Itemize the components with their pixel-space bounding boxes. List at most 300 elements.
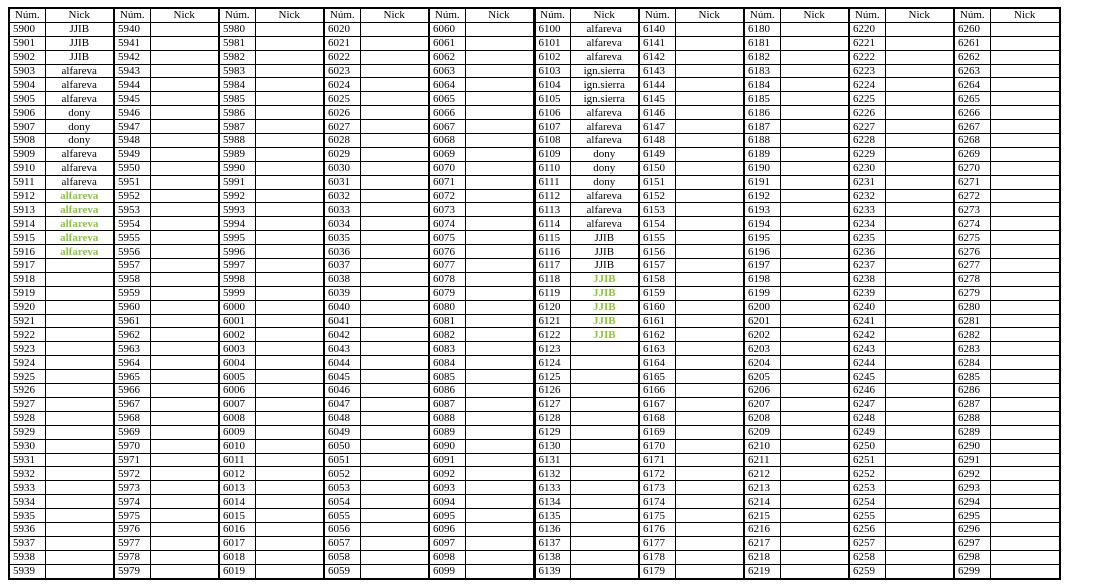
number-cell: 6055 [324, 509, 360, 523]
header-nick: Nick [255, 8, 324, 22]
nick-cell [45, 453, 114, 467]
number-cell: 6168 [639, 411, 675, 425]
number-cell: 5952 [114, 189, 150, 203]
number-cell: 6255 [849, 509, 885, 523]
nick-cell [255, 342, 324, 356]
header-nick: Nick [780, 8, 849, 22]
number-cell: 6139 [534, 564, 570, 578]
number-cell: 5979 [114, 564, 150, 578]
table-row [9, 300, 1060, 314]
table-row [9, 203, 1060, 217]
nick-cell [780, 425, 849, 439]
number-cell: 5921 [9, 314, 45, 328]
nick-cell [885, 106, 954, 120]
nick-cell [885, 259, 954, 273]
nick-cell [465, 300, 534, 314]
nick-cell [360, 453, 429, 467]
number-cell: 6030 [324, 161, 360, 175]
nick-cell [675, 564, 744, 578]
nick-cell [255, 425, 324, 439]
number-cell: 5929 [9, 425, 45, 439]
number-cell: 5912 [9, 189, 45, 203]
number-cell: 5946 [114, 106, 150, 120]
nick-cell [465, 64, 534, 78]
number-cell: 6121 [534, 314, 570, 328]
number-cell: 6020 [324, 22, 360, 36]
number-cell: 6247 [849, 397, 885, 411]
nick-cell [675, 189, 744, 203]
nick-cell [780, 314, 849, 328]
number-cell: 5996 [219, 245, 255, 259]
nick-cell [990, 384, 1060, 398]
header-nick: Nick [465, 8, 534, 22]
number-cell: 5955 [114, 231, 150, 245]
nick-cell [885, 509, 954, 523]
nick-cell [360, 120, 429, 134]
nick-cell [675, 175, 744, 189]
number-cell: 6235 [849, 231, 885, 245]
nick-cell: JJIB [45, 50, 114, 64]
header-nick: Nick [360, 8, 429, 22]
number-cell: 6043 [324, 342, 360, 356]
nick-cell [885, 64, 954, 78]
number-cell: 6217 [744, 536, 780, 550]
number-cell: 6004 [219, 356, 255, 370]
nick-cell: JJIB [570, 272, 639, 286]
nick-cell [360, 314, 429, 328]
nick-cell [45, 467, 114, 481]
nick-cell [360, 286, 429, 300]
nick-cell: alfareva [45, 78, 114, 92]
nick-cell [990, 342, 1060, 356]
nick-cell [885, 300, 954, 314]
nick-cell [885, 231, 954, 245]
nick-cell: alfareva [570, 203, 639, 217]
header-num: Núm. [9, 8, 45, 22]
number-cell: 6059 [324, 564, 360, 578]
nick-cell [255, 536, 324, 550]
number-nick-table [8, 7, 1061, 580]
number-cell: 5950 [114, 161, 150, 175]
number-cell: 5953 [114, 203, 150, 217]
nick-cell [150, 50, 219, 64]
nick-cell [360, 175, 429, 189]
nick-cell [360, 106, 429, 120]
number-cell: 6196 [744, 245, 780, 259]
nick-cell [150, 64, 219, 78]
nick-cell [675, 203, 744, 217]
nick-cell [990, 439, 1060, 453]
number-cell: 6260 [954, 22, 990, 36]
number-cell: 6287 [954, 397, 990, 411]
header-num: Núm. [849, 8, 885, 22]
number-cell: 6211 [744, 453, 780, 467]
nick-cell [255, 147, 324, 161]
number-cell: 6073 [429, 203, 465, 217]
number-cell: 6127 [534, 397, 570, 411]
number-cell: 6163 [639, 342, 675, 356]
number-cell: 5902 [9, 50, 45, 64]
nick-cell [675, 495, 744, 509]
nick-cell [780, 161, 849, 175]
nick-cell [885, 481, 954, 495]
nick-cell [570, 411, 639, 425]
number-cell: 5922 [9, 328, 45, 342]
nick-cell [45, 272, 114, 286]
number-cell: 6254 [849, 495, 885, 509]
nick-cell [45, 300, 114, 314]
nick-cell [255, 120, 324, 134]
number-cell: 6298 [954, 550, 990, 564]
nick-cell [990, 370, 1060, 384]
number-cell: 5914 [9, 217, 45, 231]
nick-cell [570, 356, 639, 370]
number-cell: 6187 [744, 120, 780, 134]
nick-cell [885, 134, 954, 148]
number-cell: 6256 [849, 522, 885, 536]
nick-cell [780, 78, 849, 92]
header-num: Núm. [114, 8, 150, 22]
nick-cell: alfareva [570, 36, 639, 50]
number-cell: 6034 [324, 217, 360, 231]
nick-cell [675, 120, 744, 134]
number-cell: 6107 [534, 120, 570, 134]
table-row [9, 411, 1060, 425]
number-cell: 5920 [9, 300, 45, 314]
nick-cell [885, 522, 954, 536]
number-cell: 6237 [849, 259, 885, 273]
number-cell: 6067 [429, 120, 465, 134]
nick-cell [465, 272, 534, 286]
number-cell: 6019 [219, 564, 255, 578]
number-cell: 6118 [534, 272, 570, 286]
number-cell: 5932 [9, 467, 45, 481]
number-cell: 6272 [954, 189, 990, 203]
nick-cell: JJIB [570, 314, 639, 328]
nick-cell [360, 397, 429, 411]
number-cell: 6244 [849, 356, 885, 370]
nick-cell [780, 509, 849, 523]
number-cell: 6032 [324, 189, 360, 203]
number-cell: 6099 [429, 564, 465, 578]
number-cell: 6111 [534, 175, 570, 189]
nick-cell [675, 453, 744, 467]
nick-cell [990, 481, 1060, 495]
number-cell: 6226 [849, 106, 885, 120]
nick-cell [570, 370, 639, 384]
number-cell: 6263 [954, 64, 990, 78]
nick-cell [360, 467, 429, 481]
number-cell: 6140 [639, 22, 675, 36]
nick-cell [780, 286, 849, 300]
nick-cell [150, 356, 219, 370]
nick-cell [990, 203, 1060, 217]
number-cell: 6219 [744, 564, 780, 578]
nick-cell [885, 50, 954, 64]
number-cell: 6130 [534, 439, 570, 453]
nick-cell [45, 259, 114, 273]
number-cell: 5975 [114, 509, 150, 523]
number-cell: 6042 [324, 328, 360, 342]
number-cell: 6227 [849, 120, 885, 134]
nick-cell [360, 161, 429, 175]
number-cell: 6014 [219, 495, 255, 509]
nick-cell [465, 481, 534, 495]
nick-cell: dony [570, 147, 639, 161]
nick-cell [465, 50, 534, 64]
number-cell: 6192 [744, 189, 780, 203]
number-cell: 6101 [534, 36, 570, 50]
number-cell: 6016 [219, 522, 255, 536]
number-cell: 6094 [429, 495, 465, 509]
number-cell: 6007 [219, 397, 255, 411]
nick-cell [675, 342, 744, 356]
table-row [9, 356, 1060, 370]
nick-cell [990, 495, 1060, 509]
number-cell: 6066 [429, 106, 465, 120]
number-cell: 6110 [534, 161, 570, 175]
table-row [9, 495, 1060, 509]
number-cell: 6239 [849, 286, 885, 300]
nick-cell [885, 120, 954, 134]
number-cell: 5907 [9, 120, 45, 134]
table-row [9, 92, 1060, 106]
number-cell: 6046 [324, 384, 360, 398]
nick-cell [570, 564, 639, 578]
nick-cell: JJIB [570, 328, 639, 342]
number-cell: 5913 [9, 203, 45, 217]
nick-cell [780, 189, 849, 203]
table-row [9, 272, 1060, 286]
number-cell: 6206 [744, 384, 780, 398]
nick-cell: alfareva [45, 147, 114, 161]
number-cell: 6089 [429, 425, 465, 439]
nick-cell: dony [45, 106, 114, 120]
number-cell: 5917 [9, 259, 45, 273]
nick-cell [360, 425, 429, 439]
nick-cell [150, 120, 219, 134]
number-cell: 6259 [849, 564, 885, 578]
number-cell: 5968 [114, 411, 150, 425]
nick-cell [990, 189, 1060, 203]
nick-cell [885, 453, 954, 467]
number-cell: 6161 [639, 314, 675, 328]
number-cell: 6052 [324, 467, 360, 481]
nick-cell [780, 134, 849, 148]
number-cell: 5919 [9, 286, 45, 300]
nick-cell [990, 272, 1060, 286]
number-cell: 5918 [9, 272, 45, 286]
number-cell: 6115 [534, 231, 570, 245]
nick-cell [570, 550, 639, 564]
nick-cell: alfareva [45, 64, 114, 78]
number-cell: 5980 [219, 22, 255, 36]
table-row [9, 64, 1060, 78]
nick-cell [990, 231, 1060, 245]
number-cell: 6017 [219, 536, 255, 550]
nick-cell [150, 92, 219, 106]
number-cell: 6037 [324, 259, 360, 273]
nick-cell [150, 161, 219, 175]
number-cell: 6284 [954, 356, 990, 370]
table-row [9, 342, 1060, 356]
table-row [9, 425, 1060, 439]
nick-cell [465, 245, 534, 259]
number-cell: 5901 [9, 36, 45, 50]
number-cell: 5958 [114, 272, 150, 286]
nick-cell [360, 495, 429, 509]
number-cell: 5982 [219, 50, 255, 64]
number-cell: 6229 [849, 147, 885, 161]
table-row [9, 245, 1060, 259]
number-cell: 6155 [639, 231, 675, 245]
nick-cell: alfareva [45, 231, 114, 245]
number-cell: 6013 [219, 481, 255, 495]
number-cell: 6056 [324, 522, 360, 536]
number-cell: 6114 [534, 217, 570, 231]
table-row [9, 509, 1060, 523]
header-num: Núm. [534, 8, 570, 22]
table-row [9, 36, 1060, 50]
number-cell: 6236 [849, 245, 885, 259]
nick-cell [255, 272, 324, 286]
nick-cell [465, 22, 534, 36]
nick-cell [360, 217, 429, 231]
nick-cell [360, 50, 429, 64]
nick-cell: ign.sierra [570, 92, 639, 106]
nick-cell [885, 161, 954, 175]
number-cell: 6248 [849, 411, 885, 425]
nick-cell [990, 217, 1060, 231]
number-cell: 6085 [429, 370, 465, 384]
number-cell: 6117 [534, 259, 570, 273]
nick-cell [675, 481, 744, 495]
nick-cell [885, 328, 954, 342]
number-cell: 6131 [534, 453, 570, 467]
nick-cell [360, 203, 429, 217]
nick-cell [990, 147, 1060, 161]
nick-cell [990, 522, 1060, 536]
nick-cell [150, 175, 219, 189]
nick-cell: JJIB [570, 245, 639, 259]
number-cell: 6251 [849, 453, 885, 467]
nick-cell [885, 397, 954, 411]
nick-cell [465, 106, 534, 120]
nick-cell [150, 481, 219, 495]
number-cell: 6050 [324, 439, 360, 453]
header-num: Núm. [219, 8, 255, 22]
number-cell: 6076 [429, 245, 465, 259]
number-cell: 6194 [744, 217, 780, 231]
number-cell: 5928 [9, 411, 45, 425]
number-cell: 5961 [114, 314, 150, 328]
number-cell: 6265 [954, 92, 990, 106]
nick-cell [675, 64, 744, 78]
number-cell: 6096 [429, 522, 465, 536]
number-cell: 6022 [324, 50, 360, 64]
nick-cell [780, 231, 849, 245]
nick-cell [780, 300, 849, 314]
table-row [9, 189, 1060, 203]
nick-cell [255, 481, 324, 495]
number-cell: 6261 [954, 36, 990, 50]
number-cell: 6144 [639, 78, 675, 92]
nick-cell [675, 314, 744, 328]
nick-cell [465, 453, 534, 467]
number-cell: 6113 [534, 203, 570, 217]
nick-cell [990, 300, 1060, 314]
nick-cell [255, 453, 324, 467]
number-cell: 6072 [429, 189, 465, 203]
number-cell: 6044 [324, 356, 360, 370]
nick-cell [465, 411, 534, 425]
nick-cell [255, 370, 324, 384]
number-cell: 6146 [639, 106, 675, 120]
nick-cell [990, 259, 1060, 273]
nick-cell [150, 467, 219, 481]
nick-cell [150, 384, 219, 398]
nick-cell [570, 425, 639, 439]
nick-cell [150, 147, 219, 161]
number-cell: 6012 [219, 467, 255, 481]
nick-cell: alfareva [45, 189, 114, 203]
number-cell: 6149 [639, 147, 675, 161]
table-row [9, 536, 1060, 550]
number-cell: 5956 [114, 245, 150, 259]
nick-cell [255, 384, 324, 398]
number-cell: 6234 [849, 217, 885, 231]
nick-cell [780, 411, 849, 425]
number-cell: 6011 [219, 453, 255, 467]
nick-cell [675, 134, 744, 148]
nick-cell [255, 134, 324, 148]
number-cell: 6195 [744, 231, 780, 245]
number-cell: 6119 [534, 286, 570, 300]
table-row [9, 217, 1060, 231]
nick-cell [45, 328, 114, 342]
number-cell: 6053 [324, 481, 360, 495]
number-cell: 6064 [429, 78, 465, 92]
table-row [9, 161, 1060, 175]
nick-cell [45, 564, 114, 578]
number-cell: 6289 [954, 425, 990, 439]
number-cell: 6201 [744, 314, 780, 328]
number-cell: 6080 [429, 300, 465, 314]
number-cell: 6104 [534, 78, 570, 92]
nick-cell [990, 536, 1060, 550]
nick-cell [255, 189, 324, 203]
number-cell: 6008 [219, 411, 255, 425]
nick-cell [780, 106, 849, 120]
number-cell: 6223 [849, 64, 885, 78]
number-cell: 5978 [114, 550, 150, 564]
number-cell: 6214 [744, 495, 780, 509]
nick-cell: ign.sierra [570, 64, 639, 78]
nick-cell [255, 203, 324, 217]
nick-cell [675, 509, 744, 523]
number-cell: 6205 [744, 370, 780, 384]
number-cell: 6252 [849, 467, 885, 481]
table-row [9, 453, 1060, 467]
nick-cell [255, 439, 324, 453]
nick-cell [255, 522, 324, 536]
number-cell: 5936 [9, 522, 45, 536]
number-cell: 6212 [744, 467, 780, 481]
number-cell: 5942 [114, 50, 150, 64]
header-nick: Nick [885, 8, 954, 22]
nick-cell [360, 356, 429, 370]
nick-cell [780, 36, 849, 50]
